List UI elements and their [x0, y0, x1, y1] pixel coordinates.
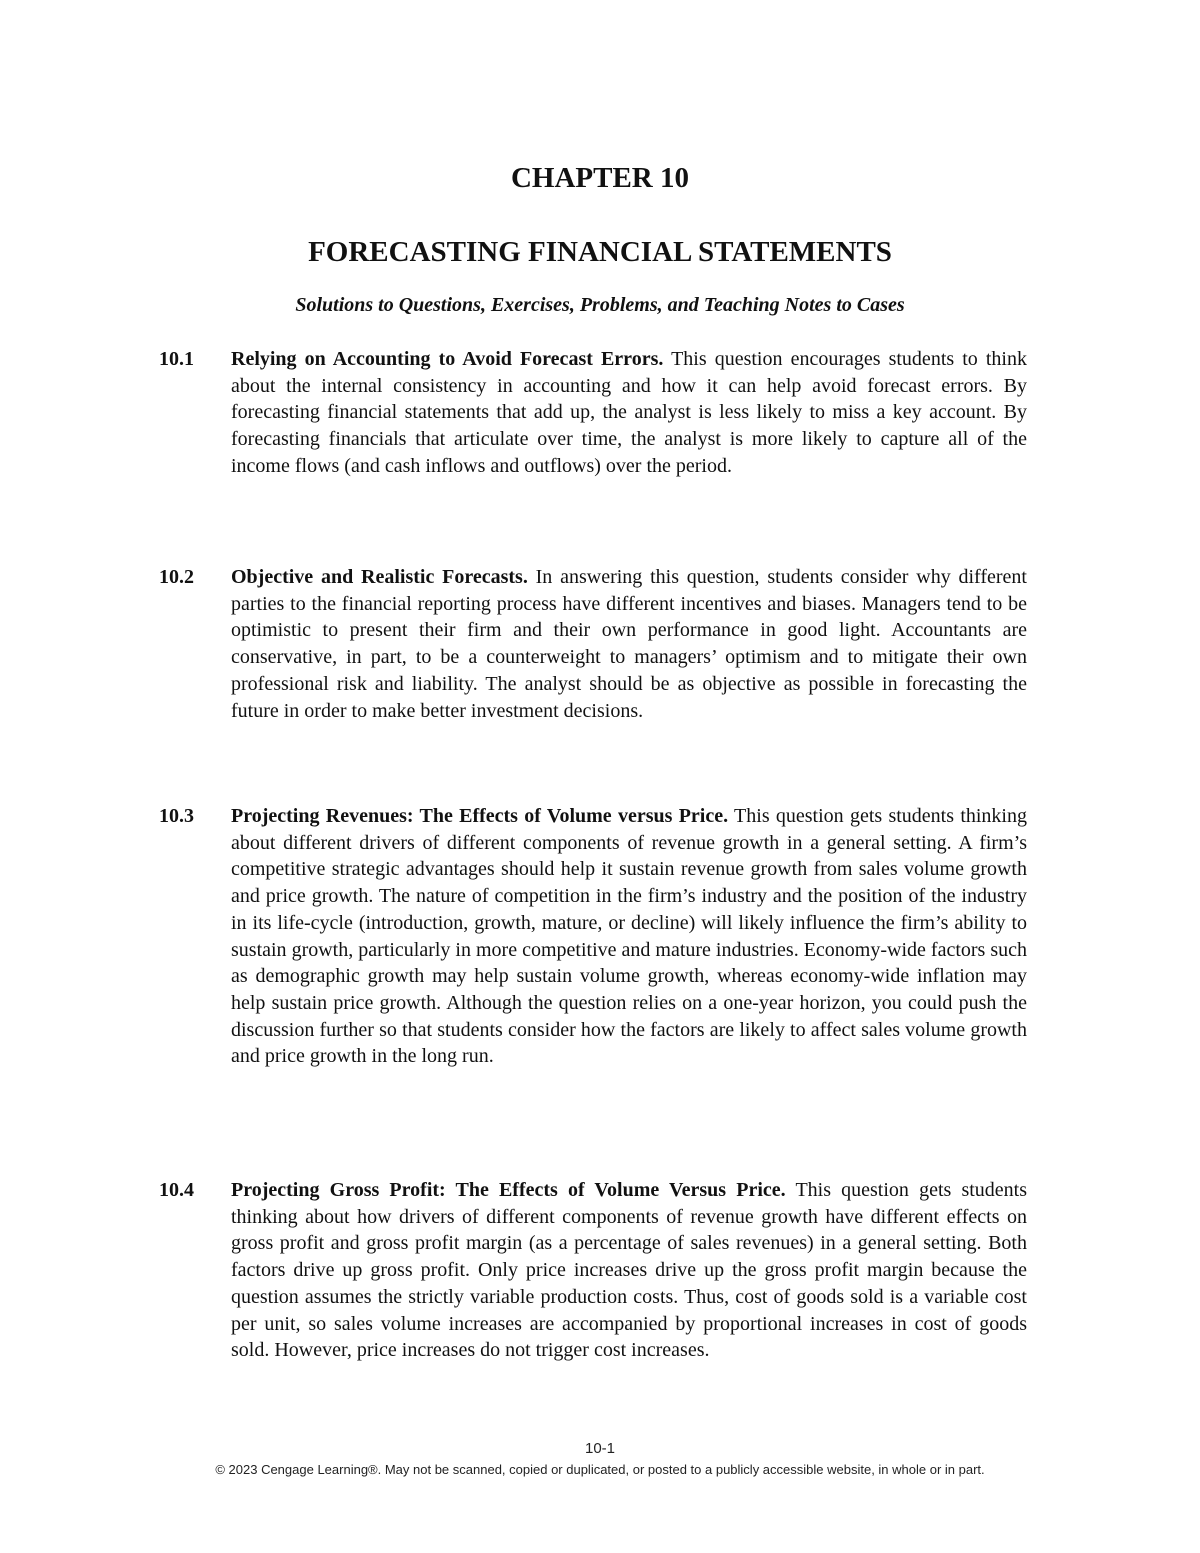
item-number: 10.2	[159, 566, 194, 588]
item-number: 10.4	[159, 1179, 194, 1201]
page-subtitle: Solutions to Questions, Exercises, Problems, and Teaching Notes to Cases	[295, 294, 905, 316]
item-heading: Objective and Realistic Forecasts.	[231, 566, 528, 588]
item-body	[231, 564, 1027, 724]
item-text: In answering this question, students consider why different parties to the financial reporting process have different incentives and biases. Managers tend to be optimistic to present their firm and their own performance in good light. Accountants are conservative, in part, to be a counterweight to managers’ optimism and to mitigate their own professional risk and liability. The analyst should be as objective as possible in forecasting the future in order to make better investment decisions.	[231, 566, 1027, 722]
item-body	[231, 803, 1027, 1070]
item-heading: Relying on Accounting to Avoid Forecast Errors.	[231, 348, 664, 370]
item-number: 10.3	[159, 805, 194, 827]
item-body	[231, 1177, 1027, 1364]
item-text: This question gets students thinking about different drivers of different components of revenue growth in a general setting. A firm’s competitive strategic advantages should help it sustain revenue growth from sales volume growth and price growth. The nature of competition in the firm’s industry and the position of the industry in its life-cycle (introduction, growth, mature, or decline) will likely influence the firm’s ability to sustain growth, particularly in more competitive and mature industries. Economy-wide factors such as demographic growth may help sustain volume growth, whereas economy-wide inflation may help sustain price growth. Although the question relies on a one-year horizon, you could push the discussion further so that students consider how the factors are likely to affect sales volume growth and price growth in the long run.	[231, 805, 1027, 1068]
page-number: 10-1	[584, 1440, 616, 1457]
item-heading: Projecting Gross Profit: The Effects of Volume Versus Price.	[231, 1179, 786, 1201]
item-number: 10.1	[159, 348, 194, 370]
item-body	[231, 346, 1027, 480]
page-title: FORECASTING FINANCIAL STATEMENTS	[308, 236, 892, 268]
item-heading: Projecting Revenues: The Effects of Volume versus Price.	[231, 805, 729, 827]
chapter-label: CHAPTER 10	[510, 162, 690, 194]
copyright-notice: © 2023 Cengage Learning®. May not be scanned, copied or duplicated, or posted to a publicly accessible website, in whole or in part.	[215, 1462, 985, 1477]
item-text: This question gets students thinking about how drivers of different components of revenue growth have different effects on gross profit and gross profit margin (as a percentage of sales revenues) in a general setting. Both factors drive up gross profit. Only price increases drive up the gross profit margin because the question assumes the strictly variable production costs. Thus, cost of goods sold is a variable cost per unit, so sales volume increases are accompanied by proportional increases in cost of goods sold. However, price increases do not trigger cost increases.	[231, 1179, 1027, 1362]
item-text: This question encourages students to think about the internal consistency in accounting and how it can help avoid forecast errors. By forecasting financial statements that add up, the analyst is less likely to miss a key account. By forecasting financials that articulate over time, the analyst is more likely to capture all of the income flows (and cash inflows and outflows) over the period.	[231, 348, 1027, 477]
